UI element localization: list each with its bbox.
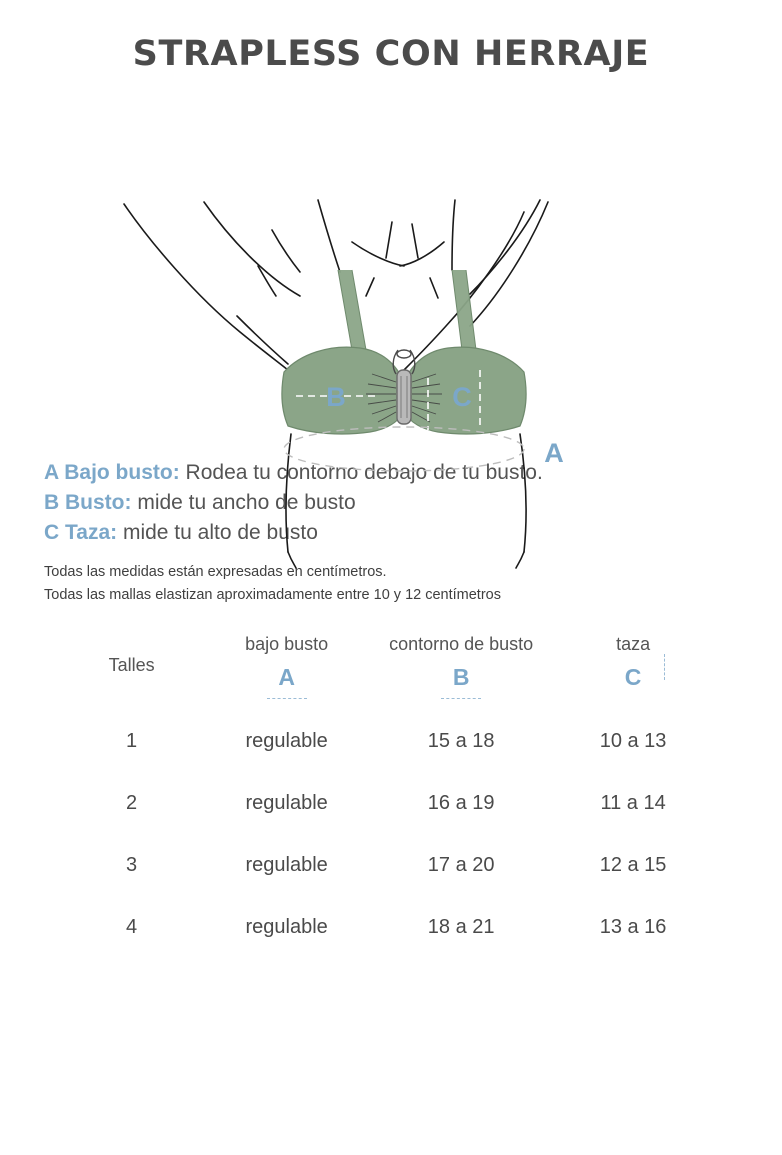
table-header-contorno	[374, 620, 548, 710]
cell-contorno: 16 a 19	[427, 791, 495, 814]
table-header-letter-b: B	[452, 664, 470, 691]
table-row-spacer	[64, 958, 718, 1036]
table-header-taza	[548, 620, 718, 710]
cell-empty	[64, 958, 199, 1036]
table-header-contorno-label: contorno de busto	[389, 633, 534, 654]
notes	[44, 561, 782, 606]
page-title: STRAPLESS CON HERRAJE	[132, 34, 650, 74]
note-elasticity: Todas las mallas elastizan aproximadamente entre 10 y 12 centímetros	[44, 586, 501, 603]
table-header-bajo-busto	[199, 620, 374, 710]
cell-empty	[548, 958, 718, 1036]
table-header-letter-c: C	[624, 664, 642, 691]
svg-text:A: A	[544, 438, 564, 468]
table-header-taza-label: taza	[616, 633, 651, 654]
table-header-talles-label: Talles	[108, 655, 155, 676]
table-header-row	[64, 620, 718, 710]
cell-taza: 12 a 15	[599, 853, 667, 876]
cell-bajo-busto: regulable	[245, 791, 328, 814]
legend-key-b: B Busto:	[44, 490, 132, 514]
table-row	[64, 896, 718, 958]
cell-empty	[374, 958, 548, 1036]
legend-item-b	[44, 488, 782, 518]
table-row	[64, 710, 718, 772]
cell-taza: 10 a 13	[599, 729, 667, 752]
table-header-talles	[64, 620, 199, 710]
garment-illustration	[0, 82, 782, 468]
legend-key-a: A Bajo busto:	[44, 461, 180, 484]
cell-contorno: 17 a 20	[427, 853, 495, 876]
cell-bajo-busto: regulable	[245, 729, 328, 752]
size-guide-page	[0, 34, 782, 1155]
table-header-taza-letter-wrap	[615, 654, 652, 697]
legend-key-c: C Taza:	[44, 520, 118, 544]
svg-text:C: C	[452, 382, 472, 412]
table-header-letter-a: A	[278, 664, 295, 691]
cell-taza: 13 a 16	[599, 915, 667, 938]
cell-taza: 11 a 14	[600, 791, 666, 814]
legend-text-c: mide tu alto de busto	[117, 520, 318, 544]
dashed-vertical-icon	[664, 654, 665, 680]
cell-talle: 1	[126, 729, 138, 752]
cell-talle: 4	[126, 915, 138, 938]
table-header-contorno-letter-wrap	[443, 654, 480, 697]
dashed-line-icon	[441, 698, 481, 699]
cell-talle: 3	[126, 853, 138, 876]
legend-text-b: mide tu ancho de busto	[131, 490, 356, 514]
legend-item-c	[44, 518, 782, 548]
legend-item-a	[44, 458, 782, 488]
cell-contorno: 15 a 18	[427, 729, 495, 752]
cell-talle: 2	[126, 791, 138, 814]
table-header-bajo-busto-letter-wrap	[268, 654, 305, 697]
legend-text-a: Rodea tu contorno debajo de tu busto.	[179, 461, 543, 484]
dashed-ellipse-icon	[267, 698, 307, 699]
table-row	[64, 772, 718, 834]
cell-contorno: 18 a 21	[427, 915, 495, 938]
cell-empty	[199, 958, 374, 1036]
svg-text:B: B	[326, 382, 346, 412]
cell-bajo-busto: regulable	[245, 915, 328, 938]
cell-bajo-busto: regulable	[245, 853, 328, 876]
table-row	[64, 834, 718, 896]
table-header-bajo-busto-label: bajo busto	[245, 633, 329, 654]
size-table	[64, 620, 718, 1036]
note-units: Todas las medidas están expresadas en centímetros.	[44, 564, 387, 581]
